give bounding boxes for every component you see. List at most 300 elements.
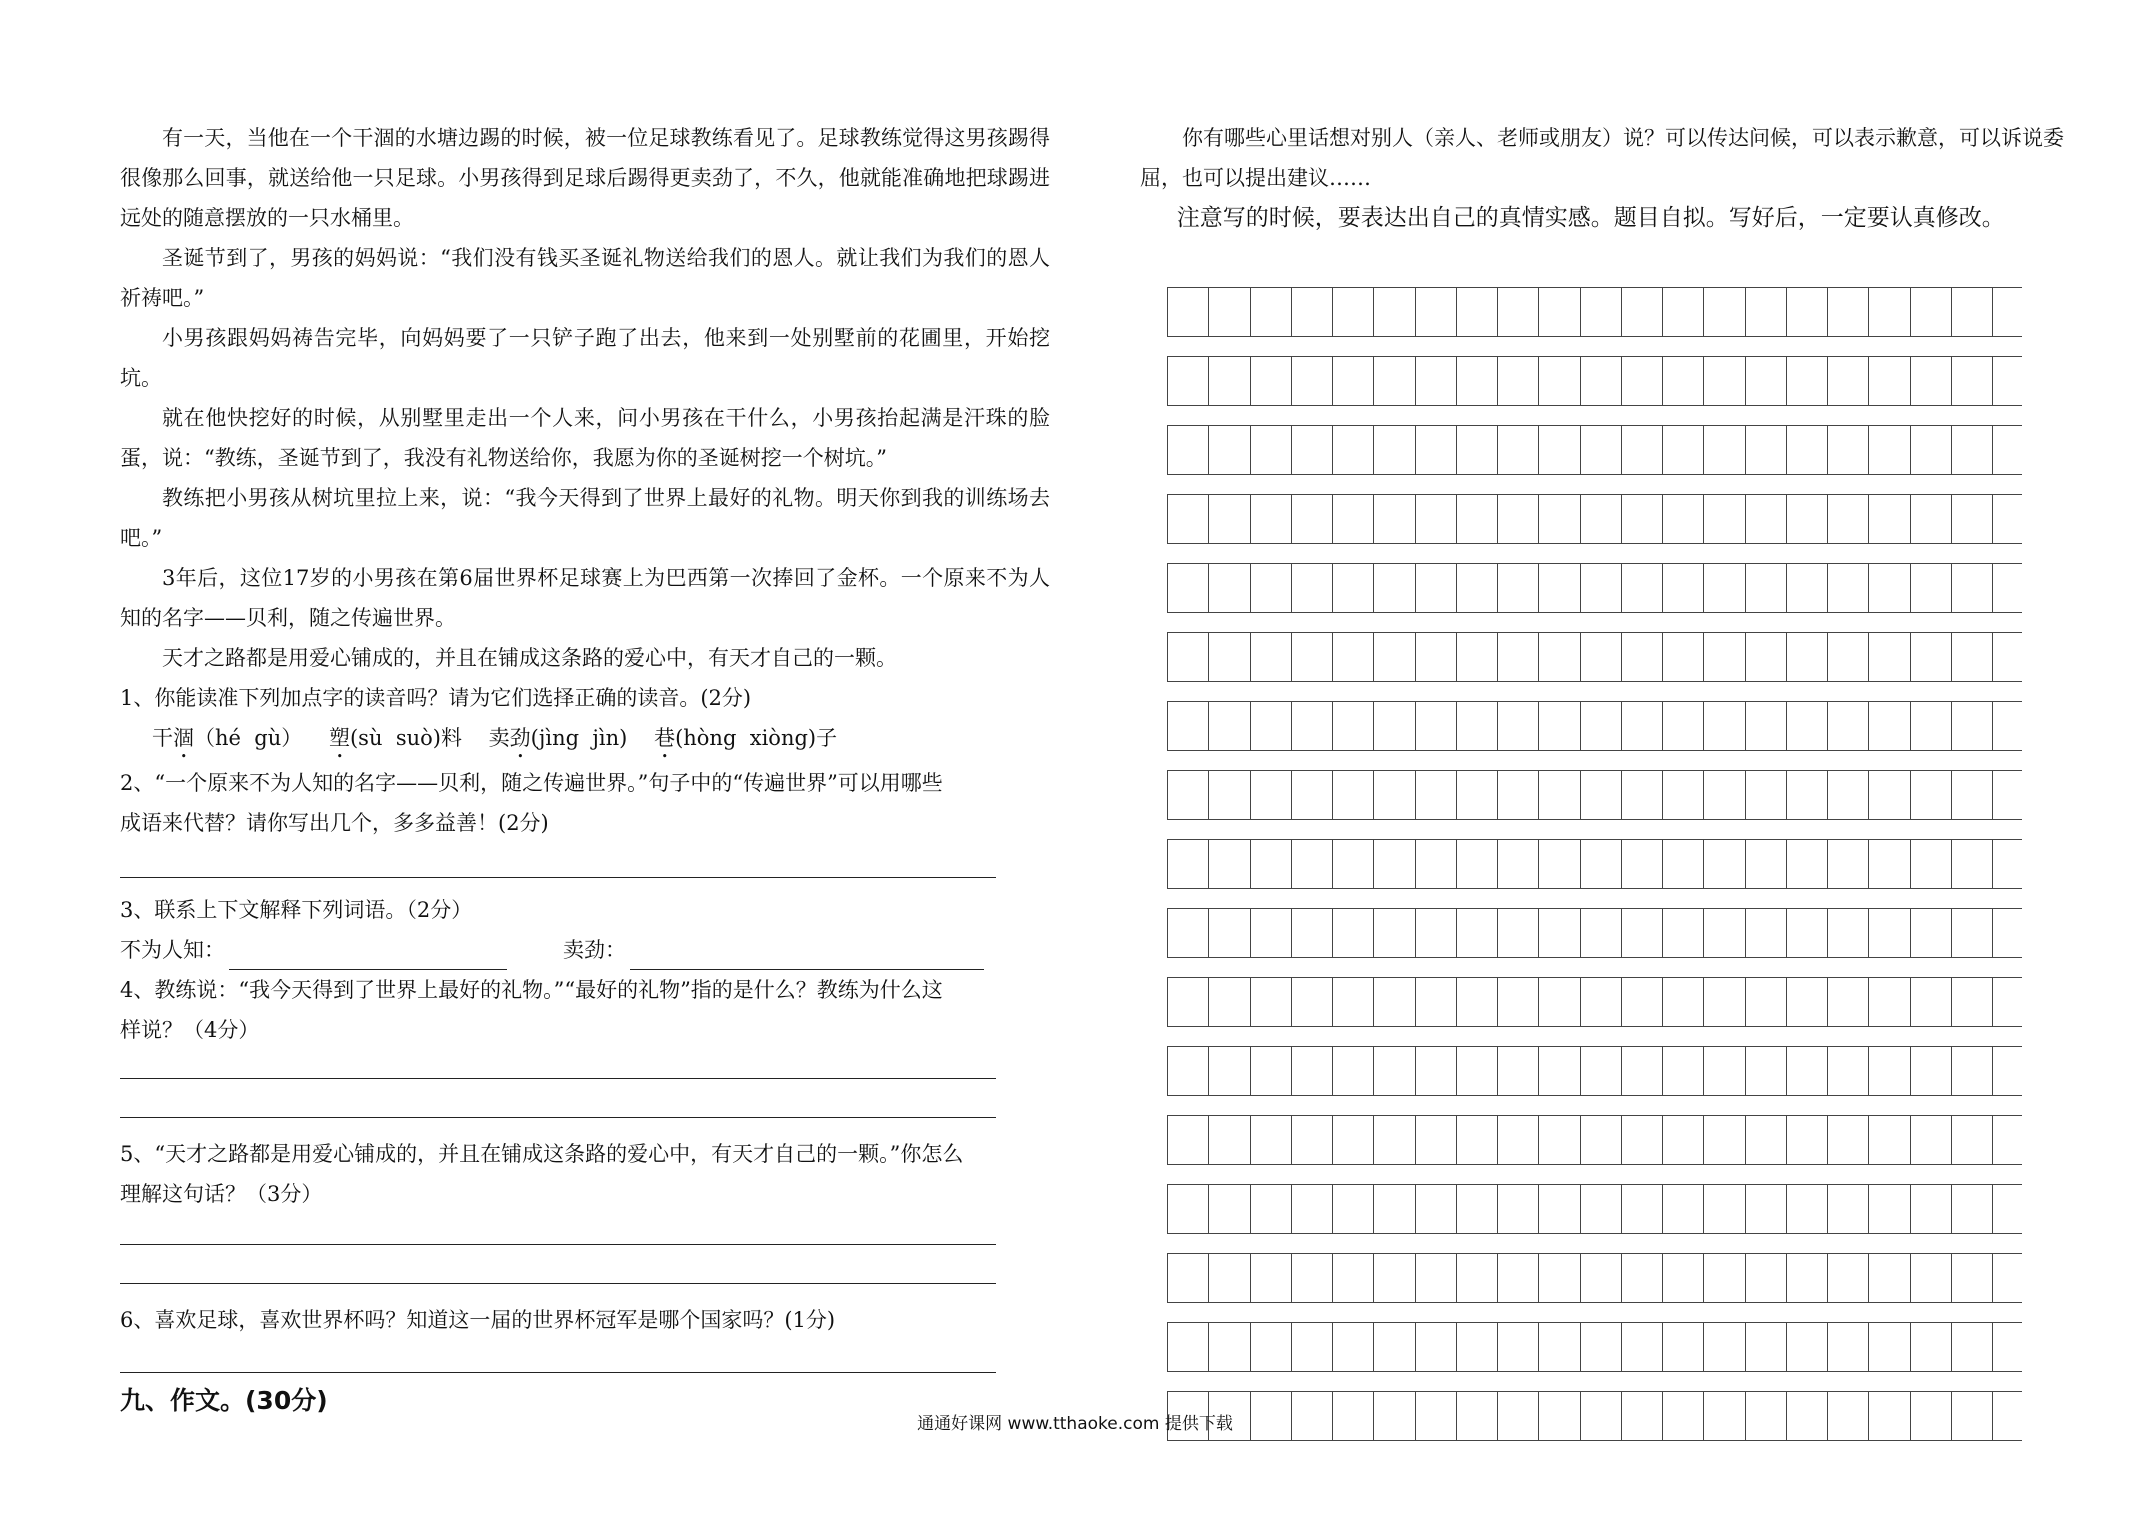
essay-grid-cell[interactable] — [1333, 288, 1374, 336]
essay-grid-cell[interactable] — [1292, 840, 1333, 888]
essay-grid-cell[interactable] — [1333, 1185, 1374, 1233]
essay-grid-cell[interactable] — [1333, 909, 1374, 957]
essay-grid-cell[interactable] — [1374, 1185, 1415, 1233]
essay-grid-cell[interactable] — [1374, 1116, 1415, 1164]
essay-grid-cell[interactable] — [1663, 840, 1704, 888]
essay-grid-cell[interactable] — [1911, 978, 1952, 1026]
essay-grid-cell[interactable] — [1374, 1323, 1415, 1371]
essay-grid-cell[interactable] — [1952, 495, 1993, 543]
essay-grid-cell[interactable] — [1787, 1116, 1828, 1164]
essay-grid-cell[interactable] — [1168, 1047, 1209, 1095]
essay-grid-cell[interactable] — [1581, 357, 1622, 405]
essay-grid-cell[interactable] — [1869, 495, 1910, 543]
essay-grid-cell[interactable] — [1457, 288, 1498, 336]
essay-grid-cell[interactable] — [1374, 288, 1415, 336]
essay-grid-cell[interactable] — [1251, 978, 1292, 1026]
essay-grid-cell[interactable] — [1663, 909, 1704, 957]
essay-grid-cell[interactable] — [1168, 771, 1209, 819]
essay-grid-cell[interactable] — [1292, 1185, 1333, 1233]
essay-grid-cell[interactable] — [1581, 702, 1622, 750]
essay-grid-cell[interactable] — [1869, 702, 1910, 750]
essay-grid-cell[interactable] — [1622, 426, 1663, 474]
essay-grid-cell[interactable] — [1911, 1116, 1952, 1164]
essay-grid-cell[interactable] — [1663, 633, 1704, 681]
essay-grid-cell[interactable] — [1333, 495, 1374, 543]
essay-grid-cell[interactable] — [1374, 909, 1415, 957]
essay-grid-cell[interactable] — [1746, 1185, 1787, 1233]
essay-grid-cell[interactable] — [1663, 1254, 1704, 1302]
essay-grid-cell[interactable] — [1457, 702, 1498, 750]
essay-grid-cell[interactable] — [1416, 909, 1457, 957]
essay-grid-cell[interactable] — [1539, 495, 1580, 543]
essay-grid-cell[interactable] — [1168, 426, 1209, 474]
essay-grid-cell[interactable] — [1952, 426, 1993, 474]
essay-grid-cell[interactable] — [1498, 702, 1539, 750]
essay-grid-cell[interactable] — [1374, 357, 1415, 405]
essay-grid-cell[interactable] — [1911, 426, 1952, 474]
essay-grid-cell[interactable] — [1787, 1185, 1828, 1233]
essay-grid-cell[interactable] — [1704, 564, 1745, 612]
essay-grid-cell[interactable] — [1333, 564, 1374, 612]
essay-grid-cell[interactable] — [1622, 633, 1663, 681]
essay-grid-cell[interactable] — [1828, 633, 1869, 681]
essay-grid-cell[interactable] — [1251, 426, 1292, 474]
essay-grid-cell[interactable] — [1416, 1047, 1457, 1095]
essay-grid-cell[interactable] — [1498, 1116, 1539, 1164]
essay-grid-cell[interactable] — [1952, 633, 1993, 681]
essay-grid-cell[interactable] — [1168, 1116, 1209, 1164]
essay-grid-cell[interactable] — [1498, 771, 1539, 819]
essay-grid-cell[interactable] — [1581, 495, 1622, 543]
essay-grid-cell[interactable] — [1952, 357, 1993, 405]
essay-grid-cell[interactable] — [1869, 1116, 1910, 1164]
essay-grid-cell[interactable] — [1374, 426, 1415, 474]
essay-grid-cell[interactable] — [1457, 840, 1498, 888]
essay-grid-cell[interactable] — [1787, 357, 1828, 405]
essay-grid-cell[interactable] — [1292, 633, 1333, 681]
essay-grid-cell[interactable] — [1457, 495, 1498, 543]
essay-grid-cell[interactable] — [1704, 1047, 1745, 1095]
essay-grid-cell[interactable] — [1498, 1254, 1539, 1302]
essay-grid-cell[interactable] — [1663, 495, 1704, 543]
essay-grid-cell[interactable] — [1622, 702, 1663, 750]
essay-grid-cell[interactable] — [1416, 426, 1457, 474]
essay-grid-cell[interactable] — [1952, 1047, 1993, 1095]
essay-grid-cell[interactable] — [1416, 840, 1457, 888]
essay-grid-cell[interactable] — [1787, 702, 1828, 750]
essay-grid-cell[interactable] — [1746, 495, 1787, 543]
essay-grid-cell[interactable] — [1251, 771, 1292, 819]
essay-grid-cell[interactable] — [1746, 1116, 1787, 1164]
essay-grid-cell[interactable] — [1539, 909, 1580, 957]
essay-grid-cell[interactable] — [1457, 426, 1498, 474]
essay-grid-cell[interactable] — [1416, 771, 1457, 819]
essay-grid-cell[interactable] — [1333, 633, 1374, 681]
essay-grid-cell[interactable] — [1952, 840, 1993, 888]
essay-grid-cell[interactable] — [1209, 1254, 1250, 1302]
essay-grid-cell[interactable] — [1416, 357, 1457, 405]
essay-grid-cell[interactable] — [1539, 1185, 1580, 1233]
essay-grid-cell[interactable] — [1911, 1323, 1952, 1371]
essay-grid-cell[interactable] — [1869, 288, 1910, 336]
essay-grid-cell[interactable] — [1168, 288, 1209, 336]
essay-grid-cell[interactable] — [1581, 1323, 1622, 1371]
essay-grid-cell[interactable] — [1457, 633, 1498, 681]
essay-grid-cell[interactable] — [1209, 909, 1250, 957]
essay-grid-cell[interactable] — [1292, 426, 1333, 474]
essay-grid-cell[interactable] — [1622, 495, 1663, 543]
essay-grid-cell[interactable] — [1292, 978, 1333, 1026]
essay-grid-cell[interactable] — [1209, 564, 1250, 612]
essay-grid-cell[interactable] — [1622, 1254, 1663, 1302]
essay-grid-cell[interactable] — [1539, 771, 1580, 819]
essay-grid-cell[interactable] — [1416, 978, 1457, 1026]
essay-grid-cell[interactable] — [1869, 978, 1910, 1026]
essay-grid-cell[interactable] — [1416, 1185, 1457, 1233]
essay-grid-cell[interactable] — [1663, 771, 1704, 819]
essay-grid-cell[interactable] — [1251, 1185, 1292, 1233]
essay-grid-cell[interactable] — [1869, 1254, 1910, 1302]
essay-grid-cell[interactable] — [1333, 702, 1374, 750]
essay-grid-cell[interactable] — [1828, 840, 1869, 888]
essay-grid-cell[interactable] — [1292, 1047, 1333, 1095]
essay-grid-cell[interactable] — [1952, 909, 1993, 957]
essay-grid-cell[interactable] — [1581, 1116, 1622, 1164]
essay-grid-cell[interactable] — [1622, 909, 1663, 957]
essay-grid-cell[interactable] — [1663, 1323, 1704, 1371]
essay-grid-cell[interactable] — [1498, 1047, 1539, 1095]
essay-grid-cell[interactable] — [1663, 357, 1704, 405]
essay-grid-cell[interactable] — [1828, 426, 1869, 474]
essay-grid-cell[interactable] — [1869, 909, 1910, 957]
essay-grid-cell[interactable] — [1292, 1323, 1333, 1371]
essay-grid-cell[interactable] — [1539, 357, 1580, 405]
essay-grid-cell[interactable] — [1911, 288, 1952, 336]
essay-grid-cell[interactable] — [1952, 771, 1993, 819]
essay-grid-cell[interactable] — [1787, 840, 1828, 888]
essay-grid-cell[interactable] — [1498, 357, 1539, 405]
essay-grid-cell[interactable] — [1704, 1254, 1745, 1302]
essay-grid-cell[interactable] — [1581, 771, 1622, 819]
essay-grid-cell[interactable] — [1374, 978, 1415, 1026]
essay-grid-cell[interactable] — [1539, 288, 1580, 336]
essay-grid-cell[interactable] — [1952, 978, 1993, 1026]
essay-grid-cell[interactable] — [1746, 978, 1787, 1026]
essay-grid-cell[interactable] — [1374, 771, 1415, 819]
essay-grid-cell[interactable] — [1209, 633, 1250, 681]
essay-grid-cell[interactable] — [1457, 771, 1498, 819]
essay-grid-cell[interactable] — [1539, 840, 1580, 888]
essay-grid-cell[interactable] — [1539, 1047, 1580, 1095]
essay-grid-cell[interactable] — [1457, 909, 1498, 957]
essay-grid-cell[interactable] — [1292, 1116, 1333, 1164]
essay-grid-cell[interactable] — [1828, 288, 1869, 336]
essay-grid-cell[interactable] — [1333, 1116, 1374, 1164]
essay-grid-cell[interactable] — [1622, 564, 1663, 612]
essay-grid-cell[interactable] — [1622, 357, 1663, 405]
essay-grid-cell[interactable] — [1168, 1323, 1209, 1371]
essay-grid-cell[interactable] — [1746, 771, 1787, 819]
essay-grid-cell[interactable] — [1828, 771, 1869, 819]
essay-grid-cell[interactable] — [1292, 1254, 1333, 1302]
essay-grid-cell[interactable] — [1209, 288, 1250, 336]
essay-grid-cell[interactable] — [1457, 564, 1498, 612]
essay-grid-cell[interactable] — [1333, 1323, 1374, 1371]
essay-grid-cell[interactable] — [1539, 564, 1580, 612]
essay-grid-cell[interactable] — [1457, 1047, 1498, 1095]
essay-grid-cell[interactable] — [1869, 840, 1910, 888]
essay-grid-cell[interactable] — [1622, 771, 1663, 819]
essay-grid-cell[interactable] — [1787, 426, 1828, 474]
essay-grid-cell[interactable] — [1581, 1254, 1622, 1302]
essay-grid-cell[interactable] — [1416, 288, 1457, 336]
essay-grid-cell[interactable] — [1292, 288, 1333, 336]
essay-grid-cell[interactable] — [1622, 840, 1663, 888]
essay-grid-cell[interactable] — [1952, 1185, 1993, 1233]
essay-grid-cell[interactable] — [1911, 771, 1952, 819]
essay-grid-cell[interactable] — [1746, 288, 1787, 336]
essay-grid-cell[interactable] — [1374, 564, 1415, 612]
essay-grid-cell[interactable] — [1952, 1254, 1993, 1302]
essay-grid-cell[interactable] — [1209, 978, 1250, 1026]
essay-grid-cell[interactable] — [1498, 426, 1539, 474]
essay-grid-cell[interactable] — [1828, 495, 1869, 543]
essay-grid-cell[interactable] — [1292, 495, 1333, 543]
essay-grid-cell[interactable] — [1251, 564, 1292, 612]
essay-grid-cell[interactable] — [1498, 909, 1539, 957]
question-3-answer-2-line[interactable] — [630, 945, 984, 970]
essay-grid-cell[interactable] — [1869, 357, 1910, 405]
essay-grid-cell[interactable] — [1746, 633, 1787, 681]
essay-grid-cell[interactable] — [1787, 909, 1828, 957]
essay-grid-cell[interactable] — [1581, 909, 1622, 957]
essay-grid-cell[interactable] — [1952, 564, 1993, 612]
essay-grid-cell[interactable] — [1787, 1047, 1828, 1095]
question-3-answer-1-line[interactable] — [229, 945, 507, 970]
essay-grid-cell[interactable] — [1333, 357, 1374, 405]
essay-grid-cell[interactable] — [1251, 1047, 1292, 1095]
essay-grid-cell[interactable] — [1704, 978, 1745, 1026]
essay-grid-cell[interactable] — [1952, 1323, 1993, 1371]
essay-grid-cell[interactable] — [1498, 1185, 1539, 1233]
essay-grid-cell[interactable] — [1663, 1185, 1704, 1233]
essay-grid-cell[interactable] — [1704, 357, 1745, 405]
essay-grid-cell[interactable] — [1292, 702, 1333, 750]
essay-grid-cell[interactable] — [1787, 495, 1828, 543]
essay-grid-cell[interactable] — [1457, 1116, 1498, 1164]
essay-grid-cell[interactable] — [1498, 564, 1539, 612]
essay-grid-cell[interactable] — [1581, 426, 1622, 474]
essay-grid-cell[interactable] — [1787, 288, 1828, 336]
essay-grid-cell[interactable] — [1704, 1116, 1745, 1164]
essay-grid-cell[interactable] — [1704, 288, 1745, 336]
essay-grid-cell[interactable] — [1663, 426, 1704, 474]
essay-grid-cell[interactable] — [1828, 564, 1869, 612]
essay-grid-cell[interactable] — [1704, 771, 1745, 819]
essay-grid-cell[interactable] — [1168, 564, 1209, 612]
essay-grid-cell[interactable] — [1581, 633, 1622, 681]
essay-grid-cell[interactable] — [1704, 702, 1745, 750]
essay-grid-cell[interactable] — [1251, 1323, 1292, 1371]
essay-grid-cell[interactable] — [1251, 495, 1292, 543]
essay-grid-cell[interactable] — [1787, 771, 1828, 819]
essay-grid-cell[interactable] — [1457, 978, 1498, 1026]
essay-grid-cell[interactable] — [1539, 702, 1580, 750]
essay-grid-cell[interactable] — [1869, 564, 1910, 612]
essay-grid-cell[interactable] — [1622, 1185, 1663, 1233]
essay-grid-cell[interactable] — [1209, 426, 1250, 474]
essay-grid-cell[interactable] — [1251, 1116, 1292, 1164]
essay-grid-cell[interactable] — [1498, 1323, 1539, 1371]
essay-grid-cell[interactable] — [1828, 1254, 1869, 1302]
essay-grid-cell[interactable] — [1581, 288, 1622, 336]
essay-grid-cell[interactable] — [1374, 702, 1415, 750]
essay-grid-cell[interactable] — [1251, 288, 1292, 336]
essay-grid-cell[interactable] — [1168, 978, 1209, 1026]
essay-grid-cell[interactable] — [1251, 633, 1292, 681]
essay-grid-cell[interactable] — [1457, 357, 1498, 405]
essay-grid-cell[interactable] — [1539, 978, 1580, 1026]
essay-grid-cell[interactable] — [1746, 357, 1787, 405]
essay-grid-cell[interactable] — [1416, 495, 1457, 543]
essay-grid-cell[interactable] — [1333, 426, 1374, 474]
essay-grid-cell[interactable] — [1828, 978, 1869, 1026]
essay-grid-cell[interactable] — [1251, 840, 1292, 888]
essay-grid-cell[interactable] — [1168, 1185, 1209, 1233]
essay-grid-cell[interactable] — [1416, 564, 1457, 612]
essay-writing-grid[interactable] — [1167, 287, 2022, 1460]
essay-grid-cell[interactable] — [1746, 1254, 1787, 1302]
essay-grid-cell[interactable] — [1869, 1185, 1910, 1233]
essay-grid-cell[interactable] — [1209, 840, 1250, 888]
essay-grid-cell[interactable] — [1416, 1116, 1457, 1164]
essay-grid-cell[interactable] — [1746, 564, 1787, 612]
essay-grid-cell[interactable] — [1704, 633, 1745, 681]
essay-grid-cell[interactable] — [1787, 1323, 1828, 1371]
essay-grid-cell[interactable] — [1746, 909, 1787, 957]
essay-grid-cell[interactable] — [1828, 702, 1869, 750]
essay-grid-cell[interactable] — [1292, 909, 1333, 957]
essay-grid-cell[interactable] — [1333, 978, 1374, 1026]
essay-grid-cell[interactable] — [1374, 495, 1415, 543]
essay-grid-cell[interactable] — [1374, 840, 1415, 888]
essay-grid-cell[interactable] — [1952, 702, 1993, 750]
essay-grid-cell[interactable] — [1663, 564, 1704, 612]
essay-grid-cell[interactable] — [1168, 633, 1209, 681]
essay-grid-cell[interactable] — [1209, 1116, 1250, 1164]
essay-grid-cell[interactable] — [1168, 495, 1209, 543]
essay-grid-cell[interactable] — [1251, 702, 1292, 750]
essay-grid-cell[interactable] — [1416, 1323, 1457, 1371]
essay-grid-cell[interactable] — [1457, 1323, 1498, 1371]
essay-grid-cell[interactable] — [1168, 357, 1209, 405]
essay-grid-cell[interactable] — [1828, 1047, 1869, 1095]
essay-grid-cell[interactable] — [1869, 1323, 1910, 1371]
essay-grid-cell[interactable] — [1251, 1254, 1292, 1302]
essay-grid-cell[interactable] — [1704, 495, 1745, 543]
essay-grid-cell[interactable] — [1416, 1254, 1457, 1302]
essay-grid-cell[interactable] — [1663, 288, 1704, 336]
essay-grid-cell[interactable] — [1622, 1116, 1663, 1164]
essay-grid-cell[interactable] — [1539, 426, 1580, 474]
essay-grid-cell[interactable] — [1333, 771, 1374, 819]
essay-grid-cell[interactable] — [1952, 1116, 1993, 1164]
essay-grid-cell[interactable] — [1704, 909, 1745, 957]
essay-grid-cell[interactable] — [1704, 1185, 1745, 1233]
essay-grid-cell[interactable] — [1581, 1185, 1622, 1233]
essay-grid-cell[interactable] — [1828, 1116, 1869, 1164]
essay-grid-cell[interactable] — [1787, 564, 1828, 612]
essay-grid-cell[interactable] — [1251, 357, 1292, 405]
essay-grid-cell[interactable] — [1333, 840, 1374, 888]
essay-grid-cell[interactable] — [1209, 495, 1250, 543]
essay-grid-cell[interactable] — [1457, 1185, 1498, 1233]
essay-grid-cell[interactable] — [1787, 978, 1828, 1026]
essay-grid-cell[interactable] — [1622, 288, 1663, 336]
essay-grid-cell[interactable] — [1828, 1185, 1869, 1233]
essay-grid-cell[interactable] — [1952, 288, 1993, 336]
essay-grid-cell[interactable] — [1704, 426, 1745, 474]
essay-grid-cell[interactable] — [1746, 1323, 1787, 1371]
essay-grid-cell[interactable] — [1911, 1254, 1952, 1302]
essay-grid-cell[interactable] — [1539, 1323, 1580, 1371]
essay-grid-cell[interactable] — [1911, 909, 1952, 957]
essay-grid-cell[interactable] — [1828, 357, 1869, 405]
essay-grid-cell[interactable] — [1168, 909, 1209, 957]
essay-grid-cell[interactable] — [1663, 702, 1704, 750]
essay-grid-cell[interactable] — [1581, 840, 1622, 888]
essay-grid-cell[interactable] — [1746, 702, 1787, 750]
essay-grid-cell[interactable] — [1911, 1185, 1952, 1233]
essay-grid-cell[interactable] — [1539, 1254, 1580, 1302]
essay-grid-cell[interactable] — [1168, 702, 1209, 750]
essay-grid-cell[interactable] — [1828, 909, 1869, 957]
essay-grid-cell[interactable] — [1209, 1047, 1250, 1095]
essay-grid-cell[interactable] — [1581, 564, 1622, 612]
essay-grid-cell[interactable] — [1416, 702, 1457, 750]
essay-grid-cell[interactable] — [1209, 771, 1250, 819]
essay-grid-cell[interactable] — [1498, 840, 1539, 888]
essay-grid-cell[interactable] — [1746, 1047, 1787, 1095]
essay-grid-cell[interactable] — [1622, 1323, 1663, 1371]
essay-grid-cell[interactable] — [1209, 1185, 1250, 1233]
essay-grid-cell[interactable] — [1374, 1254, 1415, 1302]
essay-grid-cell[interactable] — [1663, 978, 1704, 1026]
essay-grid-cell[interactable] — [1663, 1047, 1704, 1095]
essay-grid-cell[interactable] — [1869, 1047, 1910, 1095]
essay-grid-cell[interactable] — [1498, 633, 1539, 681]
essay-grid-cell[interactable] — [1622, 1047, 1663, 1095]
essay-grid-cell[interactable] — [1787, 1254, 1828, 1302]
essay-grid-cell[interactable] — [1663, 1116, 1704, 1164]
essay-grid-cell[interactable] — [1209, 1323, 1250, 1371]
essay-grid-cell[interactable] — [1168, 1254, 1209, 1302]
essay-grid-cell[interactable] — [1911, 495, 1952, 543]
essay-grid-cell[interactable] — [1457, 1254, 1498, 1302]
essay-grid-cell[interactable] — [1746, 840, 1787, 888]
essay-grid-cell[interactable] — [1911, 1047, 1952, 1095]
essay-grid-cell[interactable] — [1746, 426, 1787, 474]
essay-grid-cell[interactable] — [1787, 633, 1828, 681]
essay-grid-cell[interactable] — [1209, 357, 1250, 405]
essay-grid-cell[interactable] — [1622, 978, 1663, 1026]
essay-grid-cell[interactable] — [1704, 840, 1745, 888]
essay-grid-cell[interactable] — [1498, 288, 1539, 336]
essay-grid-cell[interactable] — [1581, 978, 1622, 1026]
essay-grid-cell[interactable] — [1539, 633, 1580, 681]
essay-grid-cell[interactable] — [1911, 633, 1952, 681]
essay-grid-cell[interactable] — [1251, 909, 1292, 957]
